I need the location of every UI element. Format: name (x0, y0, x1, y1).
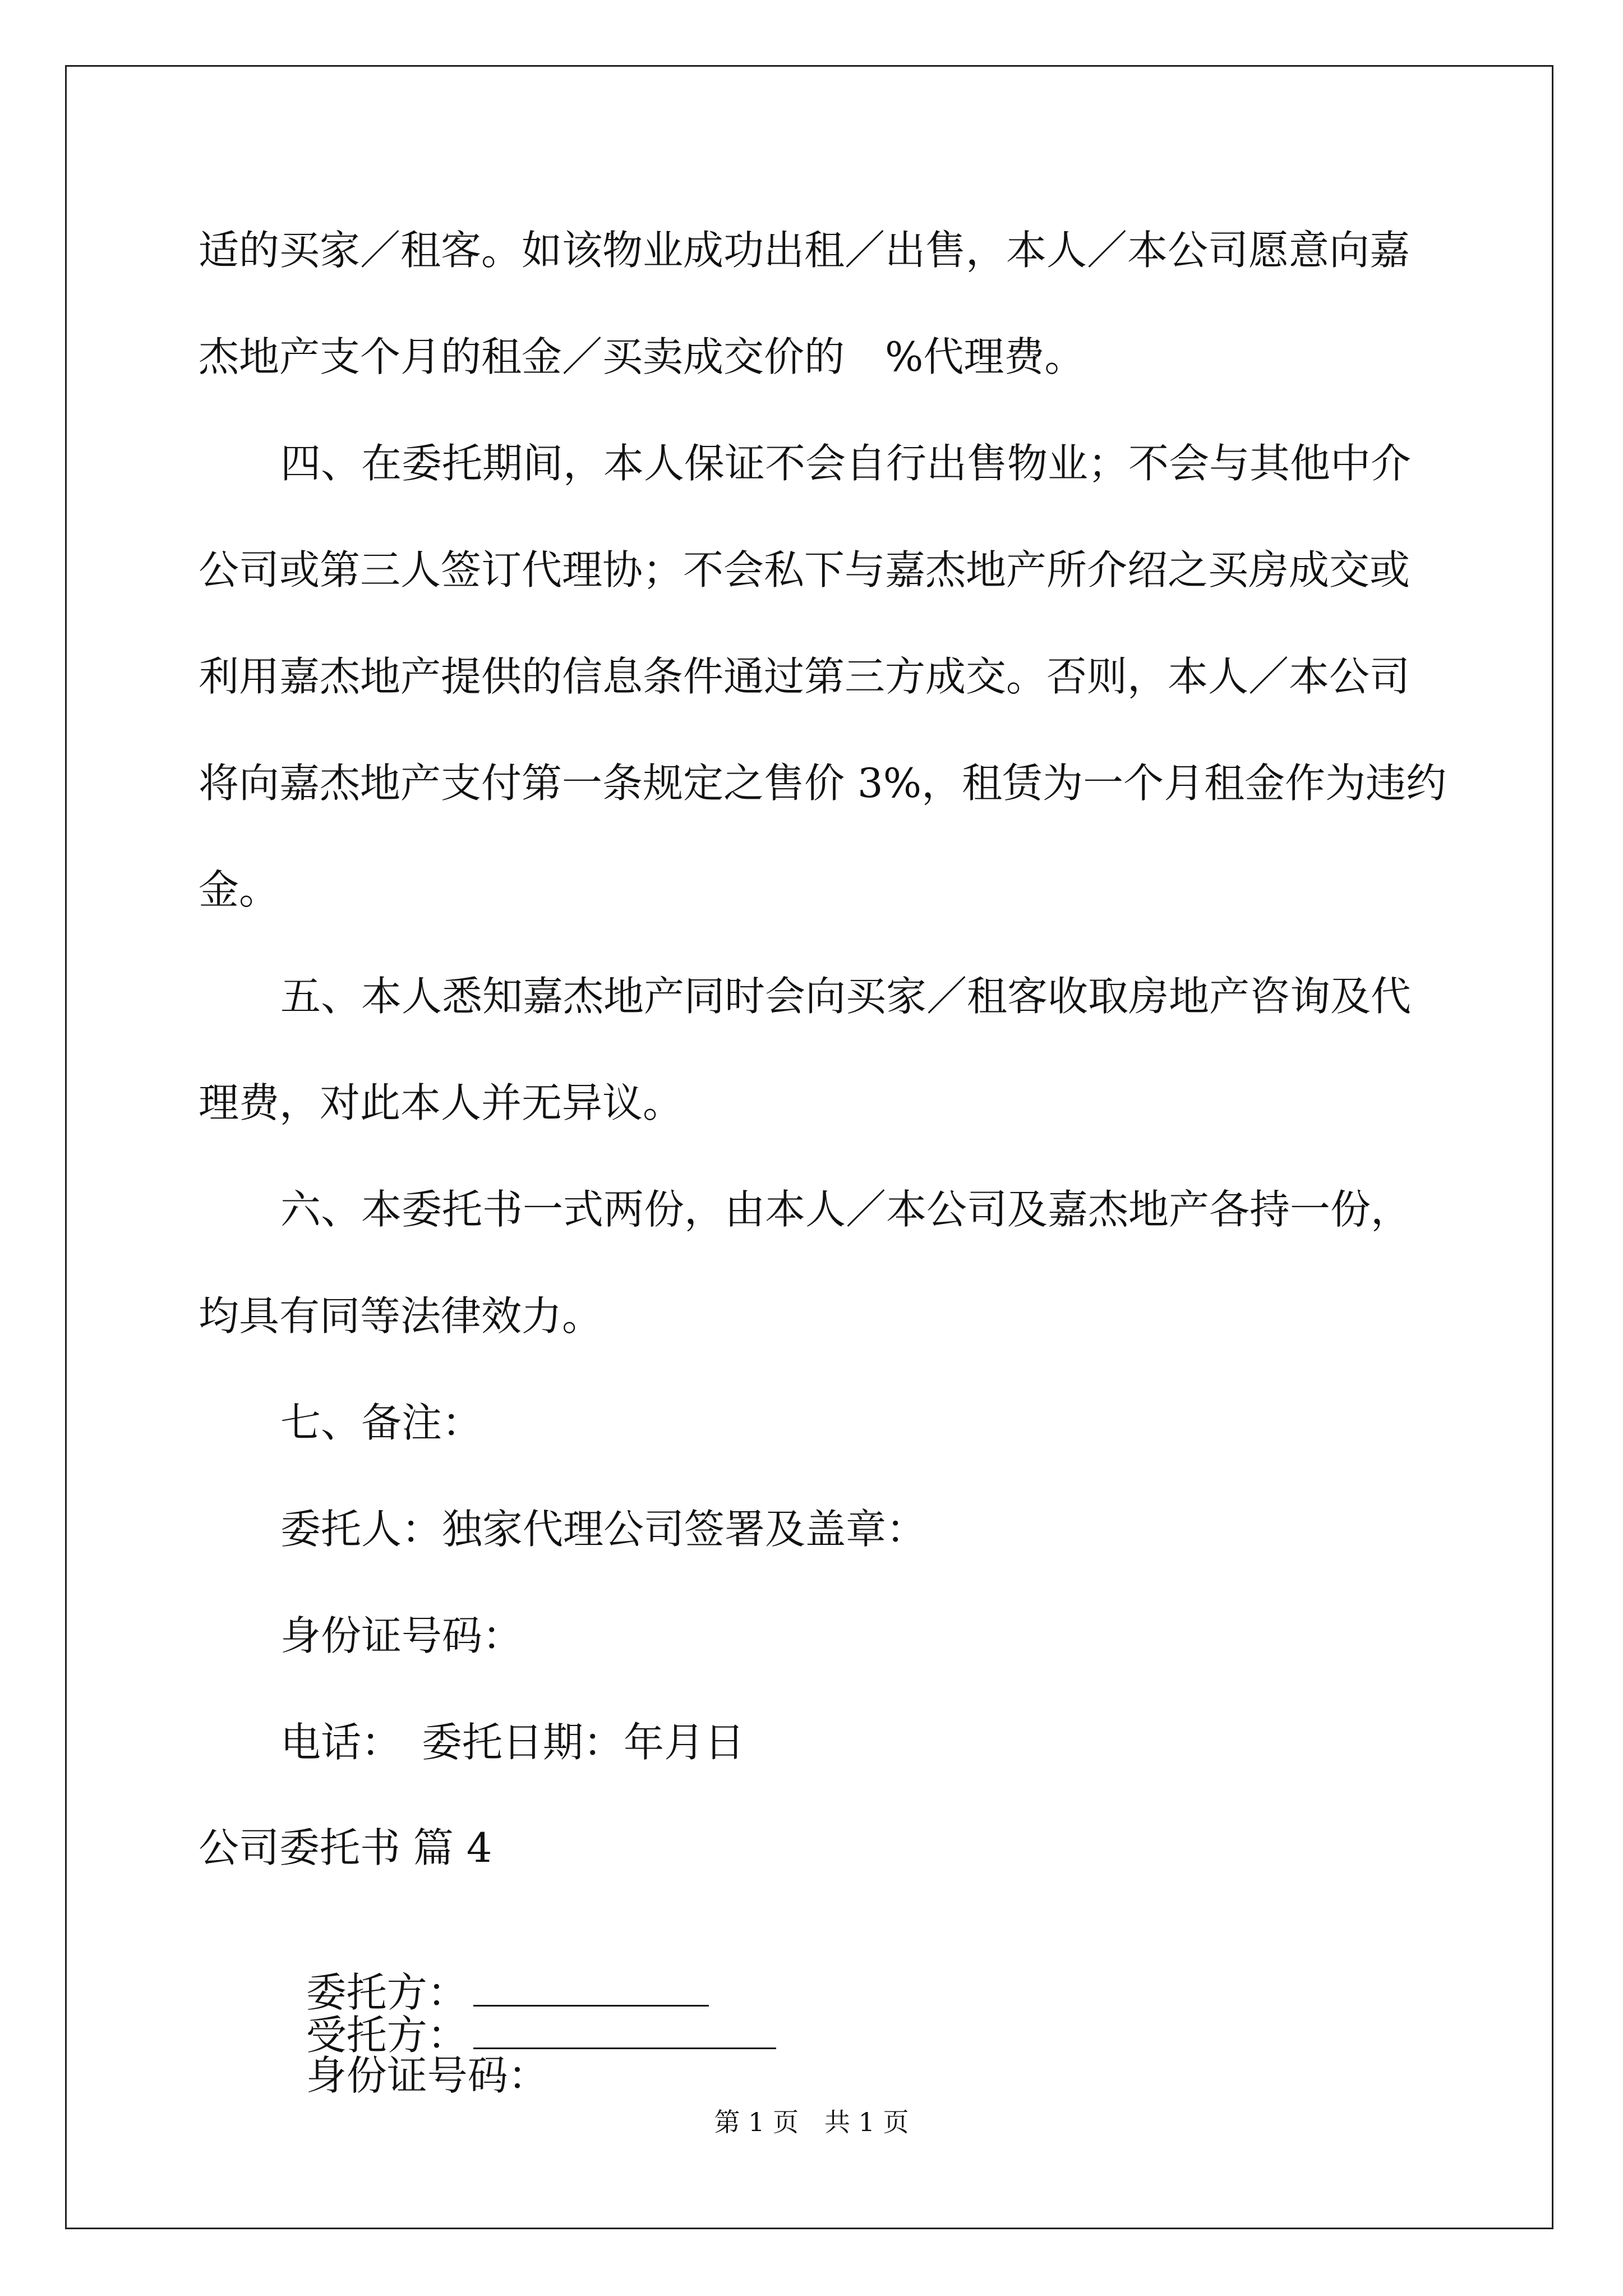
paragraph-4-line-4: 将向嘉杰地产支付第一条规定之售价 3%，租赁为一个月租金作为违约 (199, 760, 1447, 807)
paragraph-4-line-1: 四、在委托期间，本人保证不会自行出售物业；不会与其他中介 (280, 440, 1412, 487)
remarks-label: 七、备注： (280, 1399, 483, 1446)
paragraph-4-line-5: 金。 (199, 866, 280, 913)
paragraph-5-line-2: 理费，对此本人并无异议。 (199, 1079, 684, 1126)
page-border (65, 65, 1553, 2229)
body-line-2: 杰地产支个月的租金／买卖成交价的 %代理费。 (199, 333, 1085, 380)
id-number-line: 身份证号码： (280, 1612, 523, 1659)
form-line (280, 1930, 782, 2099)
page-footer: 第 1 页 共 1 页 (714, 2107, 909, 2137)
principal-signature-line: 委托人：独家代理公司签署及盖章： (280, 1506, 927, 1553)
principal-label: 委托方： (306, 1969, 468, 2016)
agent-blank (473, 2013, 776, 2049)
phone-date-line: 电话： 委托日期：年月日 (280, 1719, 745, 1766)
body-line-1: 适的买家／租客。如该物业成功出租／出售，本人／本公司愿意向嘉 (199, 227, 1410, 274)
principal-blank (473, 1970, 709, 2007)
paragraph-6-line-1: 六、本委托书一式两份，由本人／本公司及嘉杰地产各持一份， (280, 1186, 1412, 1233)
agent-label: 受托方： (306, 2012, 468, 2059)
section-heading: 公司委托书 篇 4 (199, 1824, 492, 1871)
id-number-label: 身份证号码： (306, 2052, 548, 2099)
paragraph-5-line-1: 五、本人悉知嘉杰地产同时会向买家／租客收取房地产咨询及代 (280, 973, 1412, 1020)
paragraph-6-line-2: 均具有同等法律效力。 (199, 1292, 603, 1340)
paragraph-4-line-2: 公司或第三人签订代理协；不会私下与嘉杰地产所介绍之买房成交或 (199, 546, 1410, 593)
paragraph-4-line-3: 利用嘉杰地产提供的信息条件通过第三方成交。否则，本人／本公司 (199, 653, 1410, 700)
